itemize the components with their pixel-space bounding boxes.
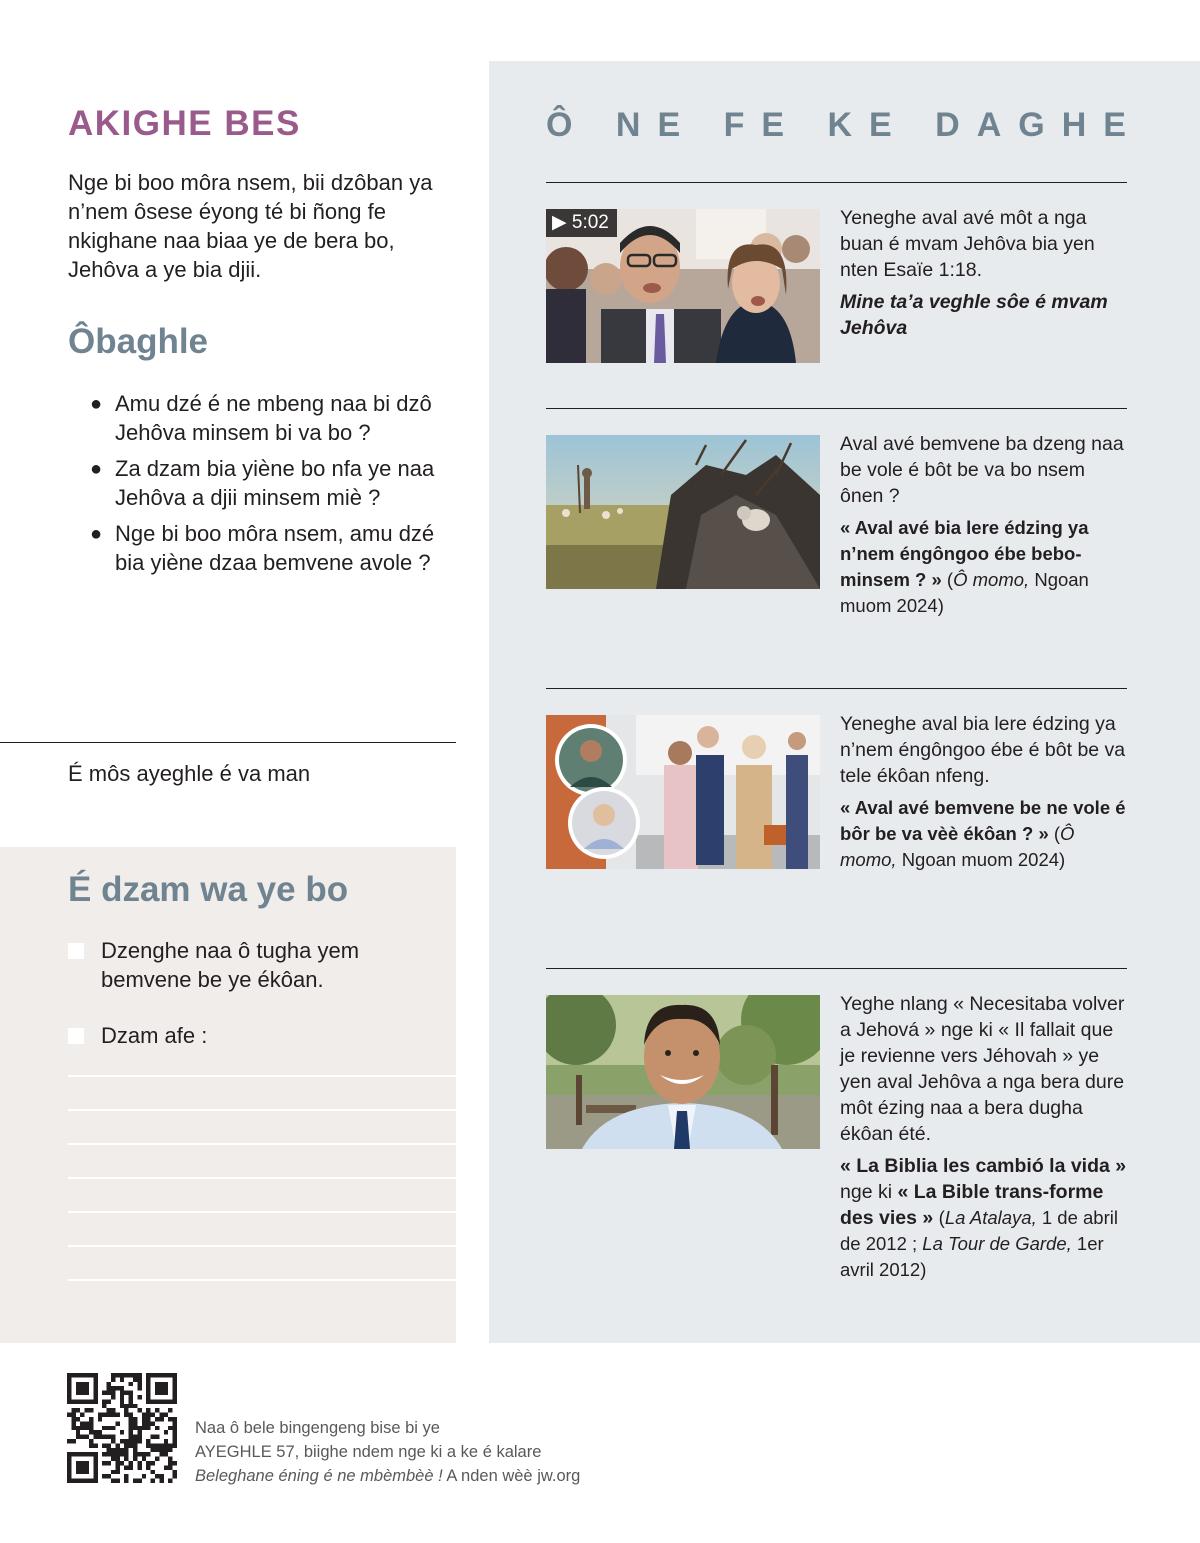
define-words-label: É môs ayeghle é va man — [68, 761, 311, 786]
review-heading: Ôbaghle — [68, 322, 209, 361]
divider — [546, 408, 1127, 409]
review-question: ● Amu dzé é ne mbeng naa bi dzô Jehôva minsem bi va bo ? — [90, 391, 432, 445]
writing-line[interactable] — [68, 1143, 456, 1145]
publication-issue: 1er avril 2012) — [840, 1233, 1104, 1280]
publication-name: Ô momo, — [840, 823, 1075, 870]
publication-name: Ô momo, — [953, 569, 1030, 590]
explore-item-intro: Yeneghe aval bia lere édzing ya n’nem éngôngoo ébe é bôt be va tele ékôan nfeng. — [840, 713, 1126, 787]
goal-item[interactable] — [68, 1022, 428, 1052]
article-thumbnail[interactable] — [546, 435, 820, 589]
writing-line[interactable] — [68, 1109, 456, 1111]
shepherd-and-lost-sheep-painting — [546, 435, 820, 589]
bullet-icon: ● — [90, 393, 103, 415]
goal-item-label: Dzam afe : — [101, 1023, 208, 1048]
explore-item-intro: Yeghe nlang « Necesitaba volver a Jehová » nge ki « Il fallait que je revienne vers Jéhovah » ye yen aval Jehôva a nga bera dure môt ézing naa a bera dugha ékôan été. — [840, 993, 1125, 1145]
writing-line[interactable] — [68, 1245, 456, 1247]
divider — [546, 968, 1127, 969]
qr-code-graphic — [67, 1373, 177, 1483]
explore-item-intro: Yeneghe aval avé môt a nga buan é mvam Jehôva bia yen nten Esaïe 1:18. — [840, 207, 1095, 281]
video-title-link[interactable]: Mine ta’a veghle sôe é mvam Jehôva — [840, 291, 1108, 339]
checkbox[interactable] — [68, 1028, 84, 1044]
video-thumbnail[interactable] — [546, 209, 820, 363]
review-questions — [90, 390, 452, 585]
article-title-link-es[interactable]: « La Biblia les cambió la vida » — [840, 1155, 1127, 1177]
goal-item-label: Dzenghe naa ô tugha yem bemvene be ye ékôan. — [101, 938, 360, 992]
article-thumbnail[interactable] — [546, 995, 820, 1149]
publication-name: La Atalaya, — [944, 1207, 1037, 1228]
footer-line: Beleghane éning é ne mbèmbèè ! A nden wèè jw.org — [195, 1467, 581, 1485]
bullet-icon: ● — [90, 458, 103, 480]
footer-note — [195, 1416, 580, 1488]
writing-line[interactable] — [68, 1211, 456, 1213]
divider — [546, 688, 1127, 689]
video-duration-badge: ▶ 5:02 — [546, 209, 617, 237]
recap-text: Nge bi boo môra nsem, bii dzôban ya n’nem ôsese éyong té bi ñong fe nkighane naa biaa ye de bera bo, Jehôva a ye bia djii. — [68, 170, 433, 282]
publication-issue: 1 de abril de 2012 ; — [840, 1207, 1118, 1254]
publication-name: La Tour de Garde, — [922, 1233, 1072, 1254]
play-icon: ▶ — [552, 212, 572, 233]
goal-panel — [0, 847, 456, 1343]
recap-heading: AKIGHE BES — [68, 104, 301, 143]
goal-item[interactable] — [68, 937, 428, 997]
sisters-greeting-at-kingdom-hall-photo — [546, 715, 820, 869]
goal-heading: É dzam wa ye bo — [68, 870, 349, 909]
divider — [0, 742, 456, 743]
explore-item-intro: Aval avé bemvene ba dzeng naa be vole é bôt be va bo nsem ônen ? — [840, 433, 1124, 507]
divider — [546, 182, 1127, 183]
review-question: ● Nge bi boo môra nsem, amu dzé bia yiène dzaa bemvene avole ? — [90, 521, 435, 575]
smiling-man-in-park-photo — [546, 995, 820, 1149]
review-question: ● Za dzam bia yiène bo nfa ye naa Jehôva a djii minsem miè ? — [90, 456, 435, 510]
writing-line[interactable] — [68, 1177, 456, 1179]
publication-issue: Ngoan muom 2024) — [901, 849, 1066, 870]
explore-item-text: Aval avé bemvene ba dzeng naa be vole é bôt be va bo nsem ônen ? « Aval avé bia lere édzing ya n’nem éngôngoo ébe bebo-minsem ? » (Ô momo, Ngoan muom 2024) — [840, 431, 1130, 619]
bullet-icon: ● — [90, 523, 103, 545]
article-title-link[interactable]: « Aval avé bia lere édzing ya n’nem éngôngoo ébe bebo-minsem ? » — [840, 517, 1089, 590]
footer-line: Naa ô bele bingengeng bise bi ye — [195, 1419, 440, 1437]
writing-line[interactable] — [68, 1075, 456, 1077]
checkbox[interactable] — [68, 943, 84, 959]
article-title-link-fr[interactable]: « La Bible trans-forme des vies » — [840, 1181, 1104, 1229]
explore-item-text: Yeneghe aval bia lere édzing ya n’nem éngôngoo ébe é bôt be va tele ékôan nfeng. « Aval avé bemvene be ne vole é bôr be va vèè ékôan ? » (Ô momo, Ngoan muom 2024) — [840, 711, 1130, 873]
jw-org-link[interactable]: A nden wèè jw.org — [446, 1467, 581, 1485]
article-title-link[interactable]: « Aval avé bemvene be ne vole é bôr be va vèè ékôan ? » — [840, 797, 1126, 844]
explore-item-text — [840, 205, 1130, 341]
article-thumbnail[interactable] — [546, 715, 820, 869]
footer-line: AYEGHLE 57, biighe ndem nge ki a ke é kalare — [195, 1443, 542, 1461]
publication-issue: Ngoan muom 2024) — [840, 569, 1089, 616]
writing-line[interactable] — [68, 1279, 456, 1281]
explore-heading: Ô NE FE KE DAGHE — [546, 106, 1143, 144]
explore-item-text: Yeghe nlang « Necesitaba volver a Jehová » nge ki « Il fallait que je revienne vers Jéhovah » ye yen aval Jehôva a nga bera dure môt ézing naa a bera dugha ékôan été. « La Biblia les cambió la vida » nge ki « La Bible trans-forme des vies » (La Atalaya, 1 de abril de 2012 ; La Tour de Garde, 1er avril 2012) — [840, 991, 1130, 1283]
qr-code-icon[interactable] — [67, 1373, 177, 1483]
